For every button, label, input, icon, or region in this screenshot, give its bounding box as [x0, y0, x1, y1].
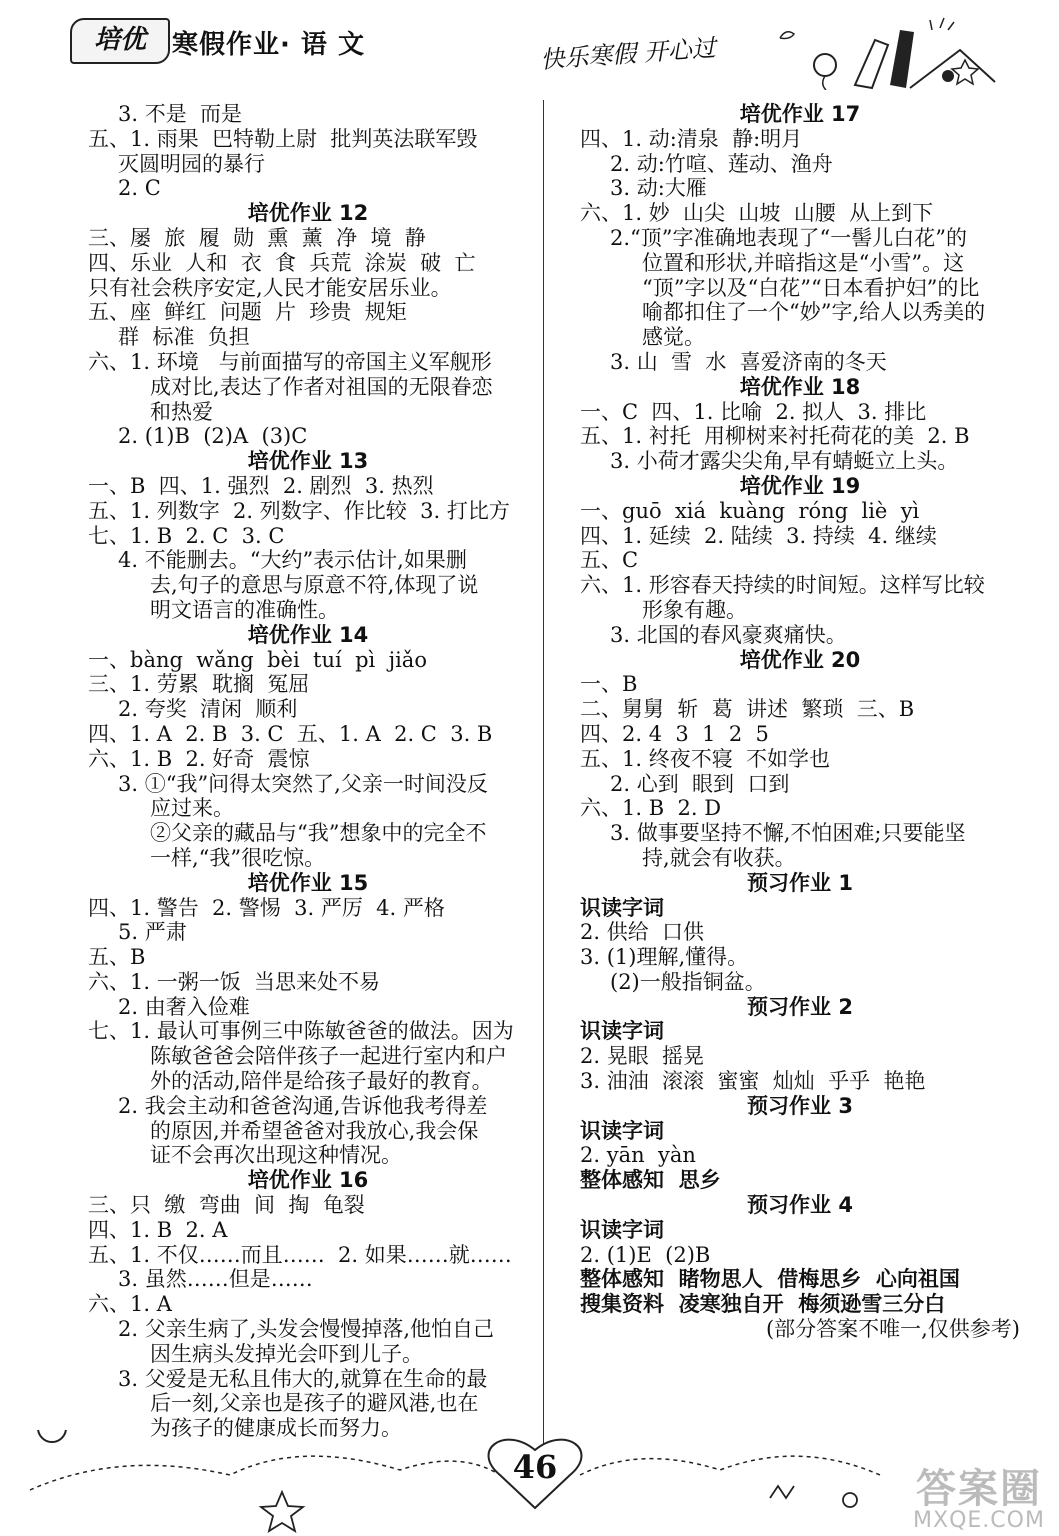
answer-line: 为孩子的健康成长而努力。	[150, 1416, 402, 1441]
answer-line: 2. (1)E (2)B	[580, 1242, 711, 1267]
answer-line: 3. ①“我”问得太突然了,父亲一时间没反	[118, 771, 488, 796]
answer-line: 四、1. 警告 2. 警惕 3. 严厉 4. 严格	[88, 895, 445, 920]
answer-line: 3. (1)理解,懂得。	[580, 945, 749, 970]
answer-line: 七、1. B 2. C 3. C	[88, 523, 285, 548]
section-heading: 预习作业 1	[747, 870, 853, 895]
answer-line: 四、1. B 2. A	[88, 1217, 228, 1242]
answer-line: 证不会再次出现这种情况。	[150, 1143, 402, 1168]
answer-line: 四、乐业 人和 衣 食 兵荒 涂炭 破 亡	[88, 250, 476, 275]
answer-line: 五、B	[88, 945, 146, 970]
answer-line: 五、1. 终夜不寝 不如学也	[580, 746, 831, 771]
column-divider	[543, 100, 544, 1445]
answer-line: 搜集资料 凌寒独自开 梅须逊雪三分白	[580, 1292, 946, 1317]
answer-line: 五、1. 衬托 用柳树来衬托荷花的美 2. B	[580, 424, 970, 449]
book-title: 寒假作业· 语 文	[172, 30, 365, 60]
answer-line: 的原因,并希望爸爸对我放心,我会保	[150, 1118, 479, 1143]
answer-line: 3. 虽然……但是……	[118, 1267, 313, 1292]
answer-line: 2. 父亲生病了,头发会慢慢掉落,他怕自己	[118, 1317, 495, 1342]
answer-line: 六、1. A	[88, 1292, 172, 1317]
answer-line: 五、1. 列数字 2. 列数字、作比较 3. 打比方	[88, 498, 510, 523]
answer-line: 持,就会有收获。	[642, 845, 796, 870]
answer-line: 五、1. 雨果 巴特勒上尉 批判英法联军毁	[88, 126, 478, 151]
answer-line: 2. C	[118, 176, 161, 201]
answer-line: 2. 供给 口供	[580, 920, 705, 945]
answer-line: 4. 不能删去。“大约”表示估计,如果删	[118, 548, 467, 573]
answer-line: 四、1. 延续 2. 陆续 3. 持续 4. 继续	[580, 523, 937, 548]
answer-line: 后一刻,父亲也是孩子的避风港,也在	[150, 1391, 479, 1416]
header-slogan: 快乐寒假 开心过	[539, 33, 717, 75]
watermark-top: 答案圈	[916, 1466, 1042, 1512]
section-heading: 预习作业 3	[747, 1093, 853, 1118]
answer-line: 2. 心到 眼到 口到	[610, 771, 790, 796]
answer-line: 2.“顶”字准确地表现了“一髻儿白花”的	[610, 225, 967, 250]
answer-line: 六、1. 一粥一饭 当思来处不易	[88, 969, 381, 994]
answer-line: 四、1. 动:清泉 静:明月	[580, 126, 803, 151]
answer-line: 灭圆明园的暴行	[118, 151, 265, 176]
answer-line: 五、座 鲜红 问题 片 珍贵 规矩	[88, 300, 407, 325]
answer-line: 3. 父爱是无私且伟大的,就算在生命的最	[118, 1366, 488, 1391]
answer-line: 整体感知 思乡	[580, 1168, 721, 1193]
answer-line: 2. 由奢入俭难	[118, 994, 250, 1019]
answer-line: 感觉。	[642, 325, 705, 350]
answer-line: 群 标准 负担	[118, 325, 250, 350]
answer-line: 3. 山 雪 水 喜爱济南的冬天	[610, 349, 887, 374]
header-decoration-icon	[760, 10, 1020, 90]
answer-line: 识读字词	[580, 1118, 664, 1143]
section-heading: 培优作业 15	[247, 870, 369, 895]
answer-line: 去,句子的意思与原意不符,体现了说	[150, 573, 479, 598]
answer-line: 一、B	[580, 672, 638, 697]
answer-line: 四、2. 4 3 1 2 5	[580, 721, 769, 746]
section-heading: 培优作业 16	[247, 1168, 369, 1193]
page-header	[0, 0, 1059, 95]
answer-line: 二、舅舅 斩 葛 讲述 繁琐 三、B	[580, 697, 915, 722]
answer-line: 六、1. 形容春天持续的时间短。这样写比较	[580, 573, 985, 598]
answer-line: 2. 我会主动和爸爸沟通,告诉他我考得差	[118, 1093, 488, 1118]
section-heading: 培优作业 12	[247, 201, 369, 226]
answer-line: 喻都扣住了一个“妙”字,给人以秀美的	[642, 300, 986, 325]
section-heading: 培优作业 18	[739, 374, 861, 399]
answer-line: “顶”字以及“白花”“日本看护妇”的比	[642, 275, 980, 300]
section-heading: 培优作业 20	[739, 647, 861, 672]
answer-line: 形象有趣。	[642, 597, 747, 622]
section-heading: 培优作业 19	[739, 473, 861, 498]
answer-line: 七、1. 最认可事例三中陈敏爸爸的做法。因为	[88, 1019, 514, 1044]
answer-line: 三、1. 劳累 耽搁 冤屈	[88, 672, 310, 697]
page-number: 46	[512, 1448, 558, 1486]
answer-line: 六、1. 妙 山尖 山坡 山腰 从上到下	[580, 201, 934, 226]
section-heading: 预习作业 4	[747, 1193, 853, 1218]
watermark	[904, 1468, 1054, 1532]
answer-line: 识读字词	[580, 895, 664, 920]
answer-line: 因生病头发掉光会吓到儿子。	[150, 1341, 423, 1366]
answer-line: 2. 动:竹喧、莲动、渔舟	[610, 151, 833, 176]
answer-line: 一样,“我”很吃惊。	[150, 845, 326, 870]
section-heading: 培优作业 14	[247, 622, 369, 647]
answer-line: 2. yān yàn	[580, 1143, 696, 1168]
answer-line: 五、C	[580, 548, 639, 573]
answer-line: 和热爱	[150, 399, 213, 424]
answer-line: 一、guō xiá kuàng róng liè yì	[580, 498, 920, 523]
answer-line: (部分答案不唯一,仅供参考)	[765, 1317, 1020, 1342]
answer-line: 六、1. 环境 与前面描写的帝国主义军舰形	[88, 349, 492, 374]
answer-line: 一、bàng wǎng bèi tuí pì jiǎo	[88, 647, 427, 672]
answer-line: 明文语言的准确性。	[150, 597, 339, 622]
answer-line: 外的活动,陪伴是给孩子最好的教育。	[150, 1069, 493, 1094]
answer-line: 一、C 四、1. 比喻 2. 拟人 3. 排比	[580, 399, 927, 424]
watermark-bottom: MXQE.COM	[913, 1508, 1045, 1533]
answer-line: 3. 小荷才露尖尖角,早有蜻蜓立上头。	[610, 449, 959, 474]
answer-line: 3. 动:大雁	[610, 176, 707, 201]
brand-logo: 培优	[70, 18, 170, 64]
answer-line: 5. 严肃	[118, 920, 187, 945]
answer-column-left	[88, 102, 528, 1441]
answer-line: 成对比,表达了作者对祖国的无限眷恋	[150, 374, 493, 399]
answer-line: ②父亲的藏品与“我”想象中的完全不	[150, 821, 487, 846]
section-heading: 预习作业 2	[747, 994, 853, 1019]
answer-line: 位置和形状,并暗指这是“小雪”。这	[642, 250, 965, 275]
answer-line: 整体感知 睹物思人 借梅思乡 心向祖国	[580, 1267, 960, 1292]
answer-line: 五、1. 不仅……而且…… 2. 如果……就……	[88, 1242, 512, 1267]
answer-line: 3. 北国的春风豪爽痛快。	[610, 622, 847, 647]
answer-line: 2. 夸奖 清闲 顺利	[118, 697, 298, 722]
answer-line: (2)一般指铜盆。	[610, 969, 766, 994]
answer-line: 3. 不是 而是	[118, 102, 243, 126]
answer-line: 2. 晃眼 摇晃	[580, 1044, 705, 1069]
answer-line: 只有社会秩序安定,人民才能安居乐业。	[88, 275, 452, 300]
answer-line: 三、只 缴 弯曲 间 掏 龟裂	[88, 1193, 365, 1218]
answer-line: 识读字词	[580, 1019, 664, 1044]
answer-line: 六、1. B 2. D	[580, 796, 722, 821]
answer-column-right	[580, 102, 1020, 1342]
answer-line: 应过来。	[150, 796, 234, 821]
answer-line: 2. (1)B (2)A (3)C	[118, 424, 308, 449]
answer-line: 3. 做事要坚持不懈,不怕困难;只要能坚	[610, 821, 966, 846]
answer-line: 3. 油油 滚滚 蜜蜜 灿灿 乎乎 艳艳	[580, 1069, 926, 1094]
section-heading: 培优作业 13	[247, 449, 369, 474]
answer-line: 三、屡 旅 履 勋 熏 薰 净 境 静	[88, 225, 426, 250]
answer-line: 六、1. B 2. 好奇 震惊	[88, 746, 310, 771]
section-heading: 培优作业 17	[739, 102, 861, 126]
answer-line: 识读字词	[580, 1217, 664, 1242]
answer-line: 一、B 四、1. 强烈 2. 剧烈 3. 热烈	[88, 473, 434, 498]
answer-line: 陈敏爸爸会陪伴孩子一起进行室内和户	[150, 1044, 507, 1069]
answer-line: 四、1. A 2. B 3. C 五、1. A 2. C 3. B	[88, 721, 493, 746]
